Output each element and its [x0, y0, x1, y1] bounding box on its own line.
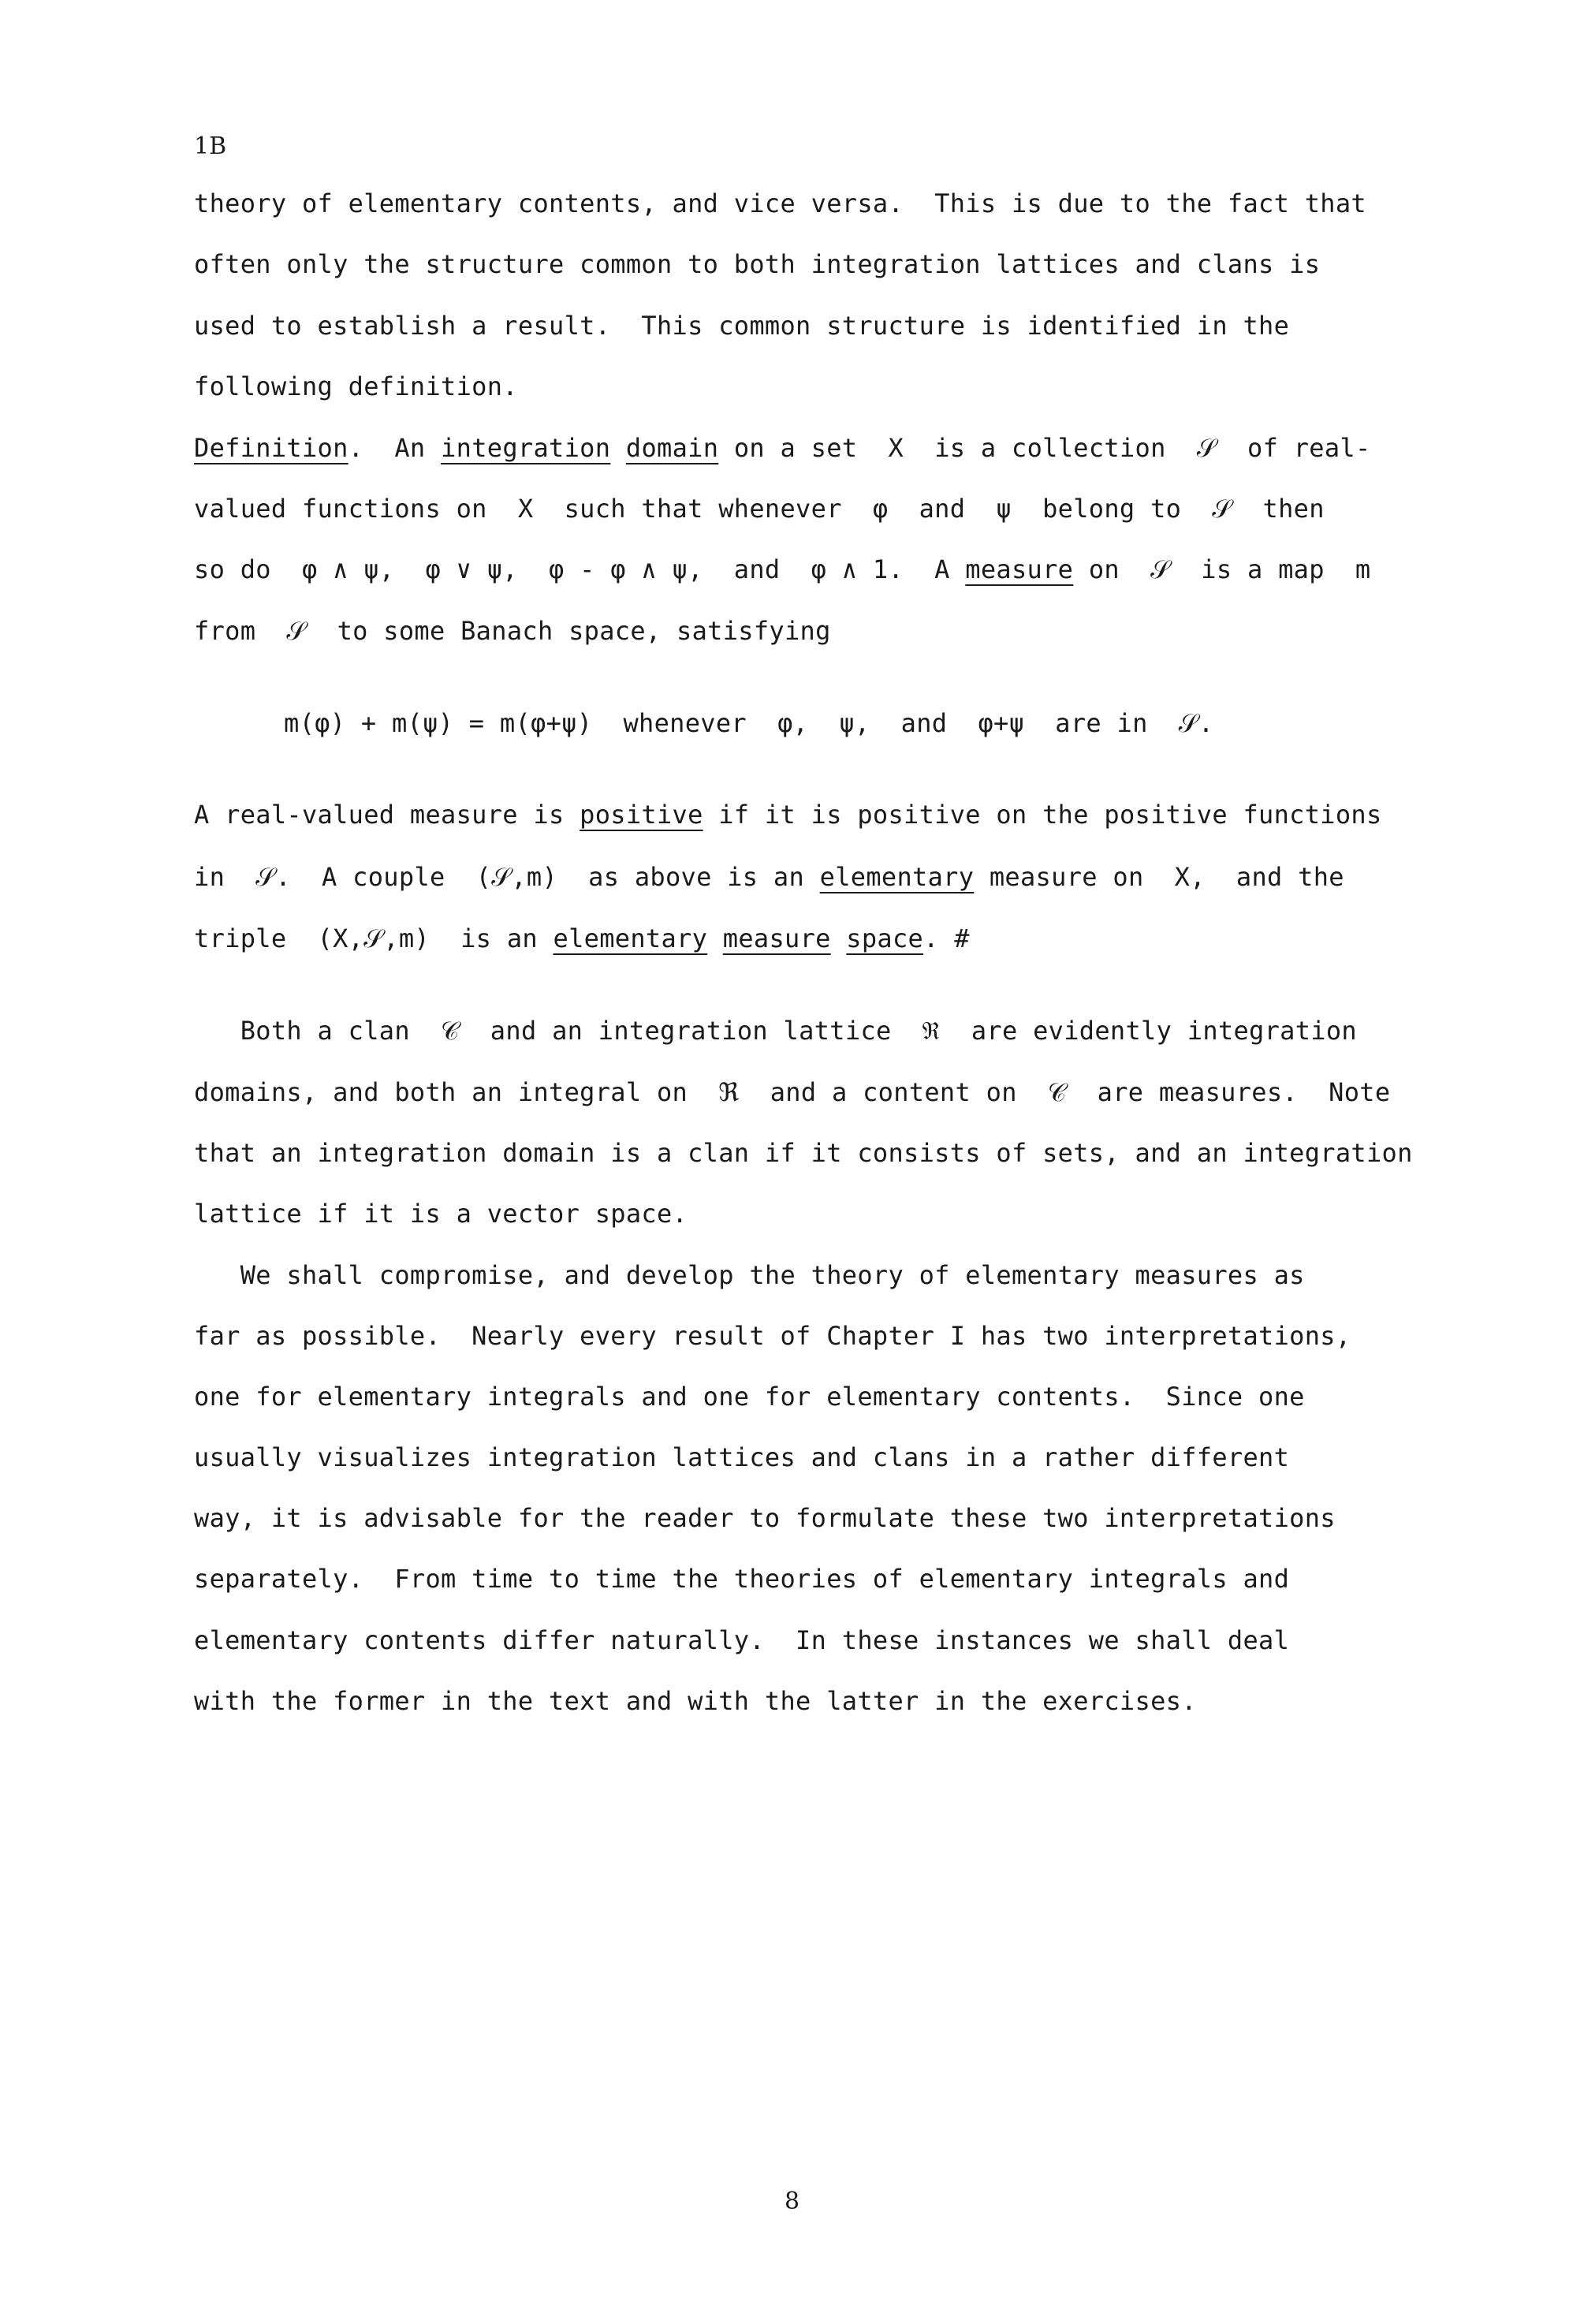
section-mark: 1B [194, 132, 227, 160]
term-space: space [846, 923, 924, 953]
text-run: . An [348, 433, 442, 463]
text-run [610, 433, 626, 463]
text-line: far as possible. Nearly every result of Chapter I has two interpretations, [194, 1321, 1351, 1351]
text-line: that an integration domain is a clan if it consists of sets, and an integration [194, 1138, 1413, 1168]
text-run: on 𝒮 is a map m [1073, 554, 1371, 584]
text-run [707, 923, 723, 953]
text-run: triple (X,𝒮,m) is an [194, 923, 553, 953]
term-integration: integration [441, 433, 611, 463]
definition-line: valued functions on X such that whenever φ and ψ belong to 𝒮 then [194, 494, 1325, 524]
term-positive: positive [580, 800, 703, 830]
term-elementary: elementary [819, 862, 975, 892]
term-domain: domain [625, 433, 719, 463]
definition-line [194, 861, 1344, 893]
text-line: elementary contents differ naturally. In these instances we shall deal [194, 1625, 1290, 1655]
text-run: . # [923, 923, 970, 953]
term-measure: measure [722, 923, 831, 953]
text-line: with the former in the text and with the latter in the exercises. [194, 1686, 1197, 1716]
text-line: used to establish a result. This common structure is identified in the [194, 311, 1290, 341]
text-run: A real-valued measure is [194, 800, 580, 830]
definition-line: from 𝒮 to some Banach space, satisfying [194, 616, 831, 646]
text-line: Both a clan 𝒞 and an integration lattice ℜ are evidently integration [194, 1016, 1357, 1046]
text-run: if it is positive on the positive functions [703, 800, 1382, 830]
text-run [831, 923, 847, 953]
term-elementary: elementary [553, 923, 708, 953]
text-run: on a set X is a collection 𝒮 of real- [718, 433, 1371, 463]
text-line: theory of elementary contents, and vice versa. This is due to the fact that [194, 188, 1366, 218]
text-line: separately. From time to time the theories of elementary integrals and [194, 1564, 1290, 1594]
text-line: domains, and both an integral on ℜ and a content on 𝒞 are measures. Note [194, 1077, 1391, 1107]
definition-line [194, 799, 1382, 830]
definition-line [194, 432, 1371, 464]
text-run: in 𝒮. A couple (𝒮,m) as above is an [194, 862, 820, 892]
term-definition: Definition [194, 433, 348, 463]
text-line: lattice if it is a vector space. [194, 1199, 688, 1229]
definition-line [194, 554, 1371, 585]
text-line: We shall compromise, and develop the theory of elementary measures as [194, 1260, 1305, 1290]
display-equation: m(φ) + m(ψ) = m(φ+ψ) whenever φ, ψ, and φ+ψ are in 𝒮. [284, 708, 1214, 738]
text-line: usually visualizes integration lattices and clans in a rather different [194, 1442, 1290, 1472]
page-number: 8 [784, 2188, 800, 2215]
text-line: following definition. [194, 371, 518, 401]
text-line: way, it is advisable for the reader to formulate these two interpretations [194, 1503, 1336, 1533]
definition-line [194, 923, 970, 954]
text-run: so do φ ∧ ψ, φ ∨ ψ, φ - φ ∧ ψ, and φ ∧ 1. A [194, 554, 966, 584]
text-line: often only the structure common to both integration lattices and clans is [194, 249, 1321, 279]
term-measure: measure [965, 554, 1074, 584]
text-line: one for elementary integrals and one for elementary contents. Since one [194, 1382, 1305, 1412]
text-run: measure on X, and the [974, 862, 1344, 892]
